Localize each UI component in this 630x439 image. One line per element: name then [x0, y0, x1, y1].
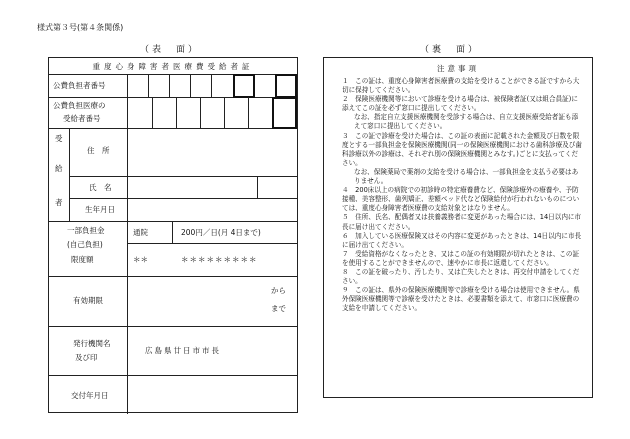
front-card [48, 57, 298, 413]
note-7: ７ 受給資格がなくなったとき、又はこの証の有効期限が切れたときは、この証を使用することができませんので、速やかに市長に返還してください。 [342, 249, 580, 267]
note-4: ４ 200床以上の病院での初診時の特定療養費など、保険診療外の療養や、予防接種、美容整形、歯列矯正、差額ベッド代など保険給付が行われないものについては、重度心身障害者医療費の支給対象とはなりません。 [342, 186, 580, 213]
validity-to: まで [271, 304, 286, 313]
recipient-side-2: 給 [55, 164, 63, 173]
validity-from: から [271, 286, 286, 295]
outpatient-value: 200円／日(月 4日まで) [181, 228, 261, 237]
form-number: 様式第３号(第４条関係) [37, 23, 124, 32]
notes-list [342, 77, 582, 313]
outpatient-label: 通院 [133, 228, 148, 237]
name-label: 氏 名 [89, 183, 112, 192]
inpatient-mark: ＊＊ [133, 255, 148, 264]
issuer-label-2: 及び印 [75, 353, 98, 362]
issue-date-label: 交付年月日 [71, 391, 109, 400]
recipient-number-label-1: 公費負担医療の [53, 101, 106, 110]
validity-label: 有効期限 [73, 296, 103, 305]
back-side-label: （裏 面） [420, 45, 481, 55]
note-3: ３ この証で診療を受けた場合は、この証の表面に記載された金額及び日数を限度とする一部負担金を保険医療機関(同一の保険医療機関における歯科診療及び歯科診療以外の診療は、それぞれ別の保険医療機関とみなす。)ごとに支払ってください。 [342, 131, 582, 167]
copay-label-3: 限度額 [71, 255, 94, 264]
note-9: ９ この証は、県外の保険医療機関等で診療を受ける場合は使用できません。県外保険医療機関等で診療を受けたときは、必要書類を添えて、市窓口に医療費の支給を申請してください。 [342, 286, 580, 313]
front-side-label: （表 面） [140, 45, 201, 55]
notes-title: 注意事項 [437, 64, 479, 73]
note-6: ６ 加入している医療保険又はその内容に変更があったときは、14日以内に市長に届け出てください。 [342, 231, 582, 249]
copay-label-2: (自己負担) [67, 240, 103, 249]
note-1: １ この証は、重度心身障害者医療費の支給を受けることができる証ですから大切に保持してください。 [342, 77, 580, 95]
issuer-label-1: 発行機関名 [73, 339, 111, 348]
note-8: ８ この証を破ったり、汚したり、又は亡失したときは、再交付申請をしてください。 [342, 267, 580, 286]
note-3-sub: なお、保険薬局で薬剤の支給を受ける場合は、一部負担金を支払う必要はありません。 [354, 167, 579, 186]
address-label: 住 所 [87, 146, 110, 155]
note-5: ５ 住所、氏名、配偶者又は扶養義務者に変更があった場合には、14日以内に市長に届け出てください。 [342, 213, 582, 231]
recipient-side-1: 受 [55, 134, 63, 143]
payer-number-label: 公費負担者番号 [53, 81, 106, 90]
birthdate-label: 生年月日 [85, 205, 115, 214]
inpatient-value: ＊＊＊＊＊＊＊＊＊ [181, 255, 258, 264]
copay-label-1: 一部負担金 [67, 226, 105, 235]
back-card [323, 57, 593, 398]
recipient-side-3: 者 [55, 198, 63, 207]
issuer-value: 広島県廿日市市長 [145, 346, 221, 355]
card-title: 重度心身障害者医療費受給者証 [92, 62, 254, 71]
note-2-sub: なお、指定自立支援医療機関を受診する場合は、自立支援医療受給者証も添えて窓口に提出してください。 [354, 113, 579, 131]
recipient-number-label-2: 受給者番号 [63, 114, 101, 123]
note-2: ２ 保険医療機関等において診療を受ける場合は、被保険者証(又は組合員証)に添えてこの証を必ず窓口に提出してください。 [342, 95, 578, 113]
